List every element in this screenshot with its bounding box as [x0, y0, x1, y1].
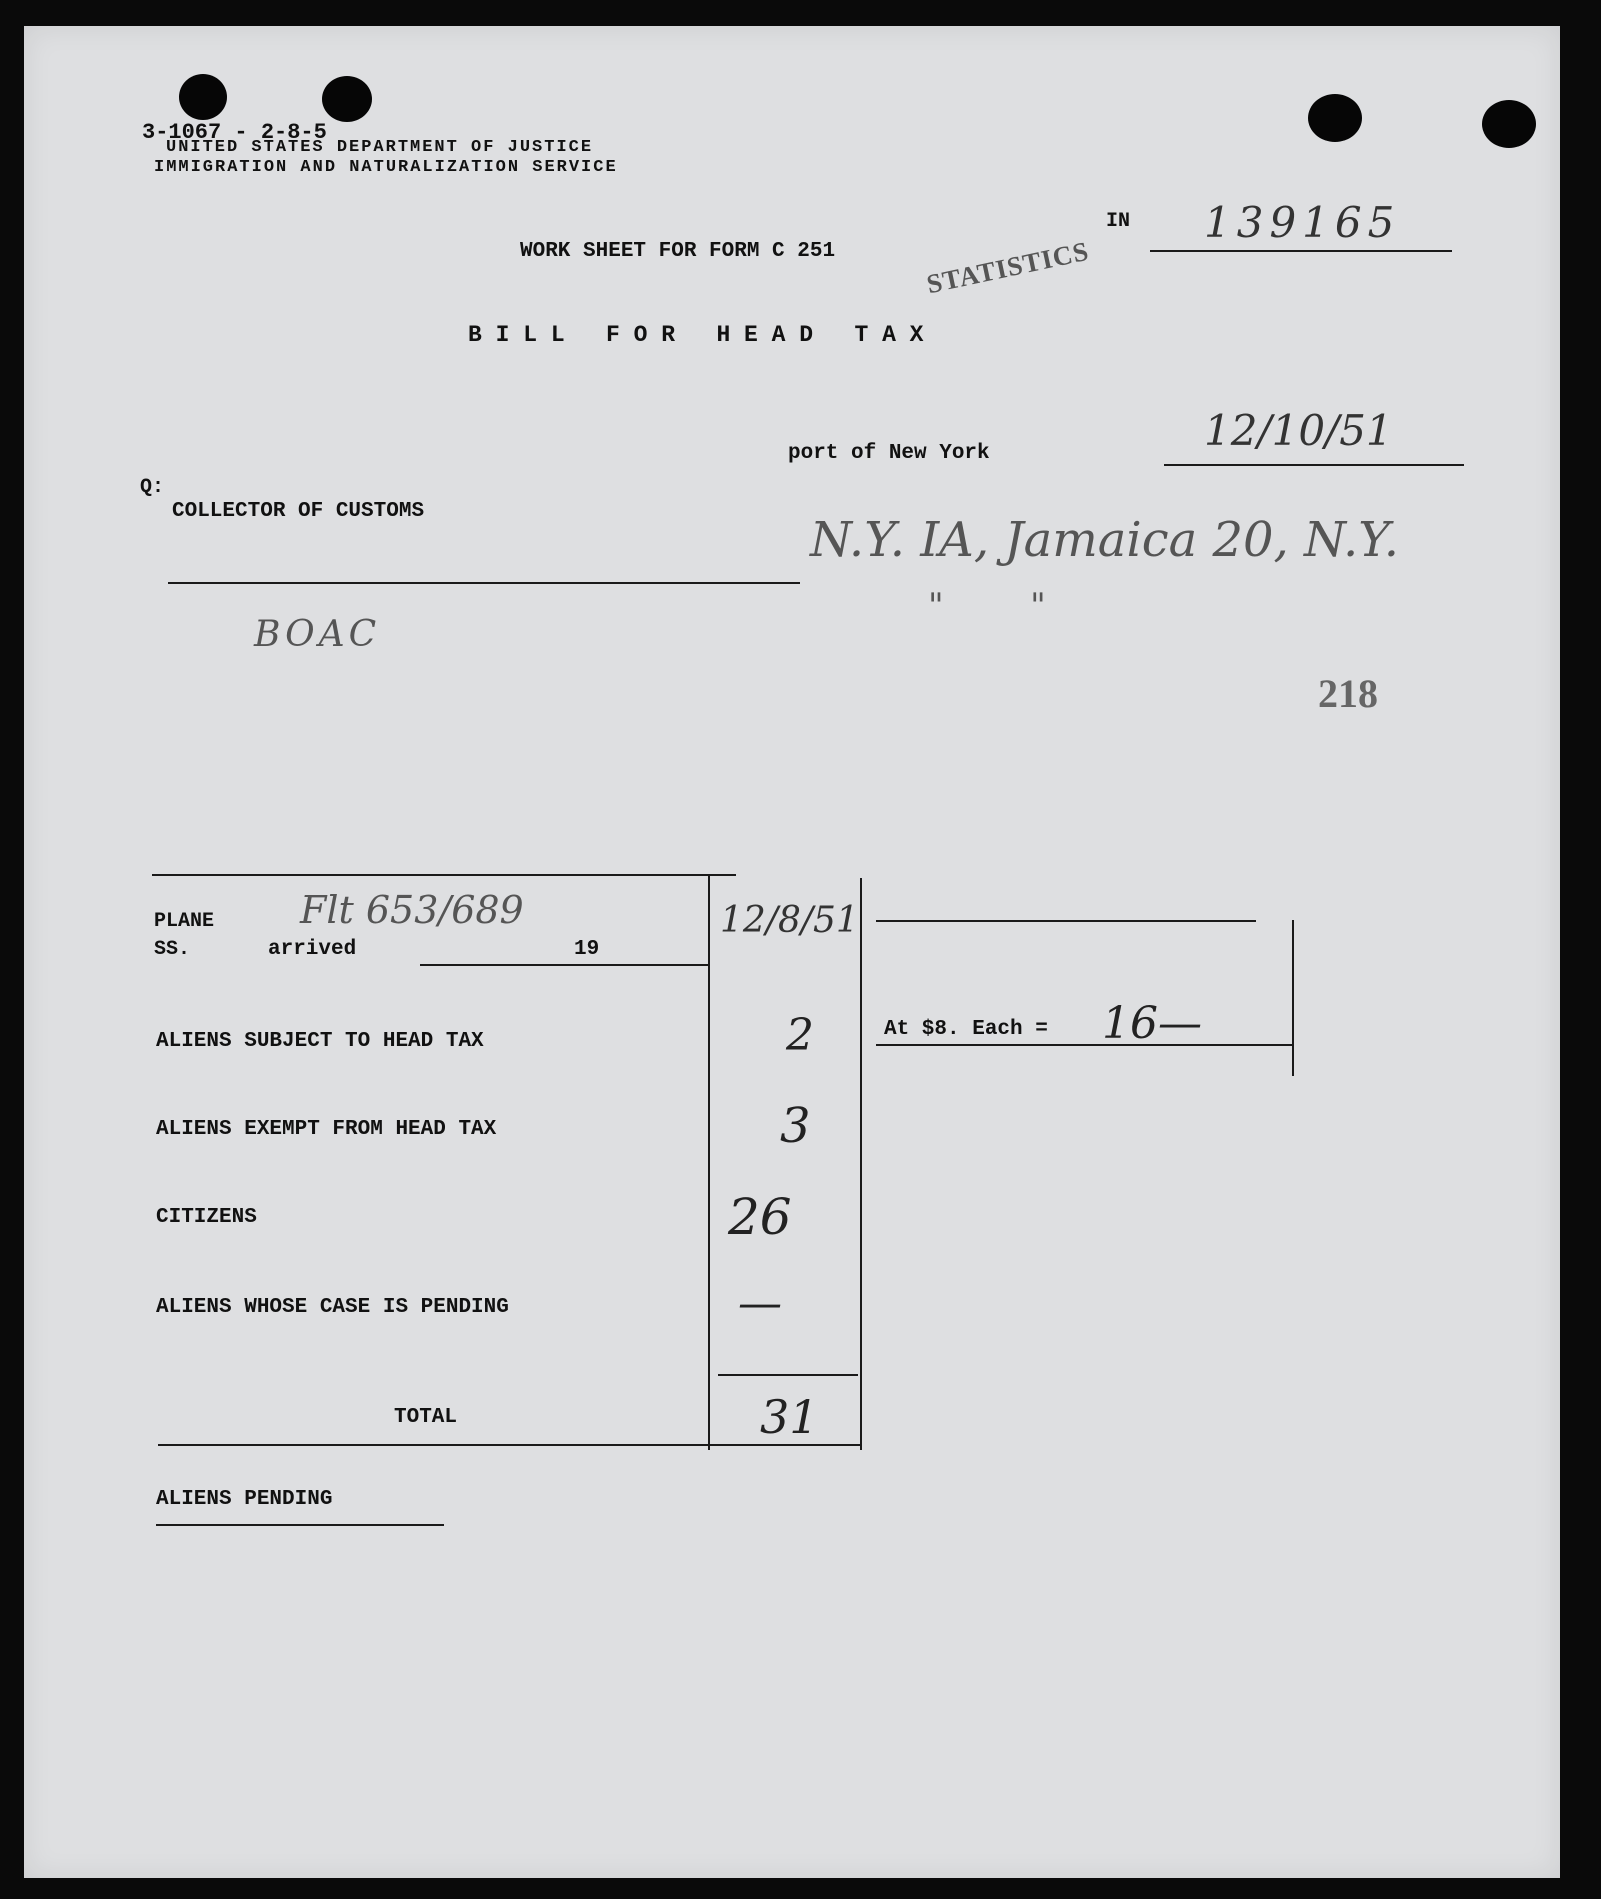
fee-box-bottom — [876, 1044, 1294, 1046]
aliens-pending-underline — [156, 1524, 444, 1526]
total-value: 31 — [760, 1390, 819, 1444]
collector-underline — [168, 582, 800, 584]
fee-amount: 16— — [1102, 998, 1202, 1049]
row-value-pending: — — [738, 1278, 782, 1329]
punch-hole — [322, 76, 372, 122]
to-label: Q: — [140, 476, 165, 499]
total-rule — [718, 1374, 858, 1376]
service-line: IMMIGRATION AND NATURALIZATION SERVICE — [154, 158, 618, 177]
statistics-stamp: STATISTICS — [924, 235, 1092, 300]
carrier-handwritten: BOAC — [254, 614, 381, 655]
row-label-subject: ALIENS SUBJECT TO HEAD TAX — [156, 1030, 484, 1053]
arrived-underline — [420, 964, 710, 966]
year-prefix: 19 — [570, 938, 603, 961]
arrival-date: 12/8/51 — [720, 900, 859, 941]
document-number: 218 — [1318, 671, 1378, 716]
table-top-rule — [152, 874, 736, 876]
punch-hole — [1482, 100, 1536, 148]
row-value-exempt: 3 — [780, 1098, 811, 1154]
location-handwritten: N.Y. IA, Jamaica 20, N.Y. — [810, 512, 1399, 568]
ss-label: SS. — [154, 938, 191, 961]
row-value-citizens: 26 — [728, 1188, 792, 1246]
fee-label: At $8. Each = — [884, 1018, 1048, 1041]
plane-value: Flt 653/689 — [300, 888, 524, 932]
in-number: 139165 — [1204, 198, 1401, 247]
document-page — [24, 26, 1560, 1878]
worksheet-title: WORK SHEET FOR FORM C 251 — [520, 240, 836, 263]
row-label-citizens: CITIZENS — [156, 1206, 257, 1229]
collector-label: COLLECTOR OF CUSTOMS — [172, 500, 425, 523]
port-date: 12/10/51 — [1204, 406, 1393, 455]
total-label: TOTAL — [394, 1406, 458, 1429]
aliens-pending-label: ALIENS PENDING — [156, 1488, 333, 1511]
ditto-marks: " " — [928, 586, 1046, 626]
fee-box-right — [1292, 920, 1294, 1076]
punch-hole — [179, 74, 227, 120]
port-date-underline — [1164, 464, 1464, 466]
row-label-pending: ALIENS WHOSE CASE IS PENDING — [156, 1296, 509, 1319]
fee-box-top — [876, 920, 1256, 922]
row-value-subject: 2 — [786, 1010, 814, 1061]
table-col-right — [860, 878, 862, 1450]
in-label: IN — [1106, 210, 1131, 233]
bill-title: B I L L F O R H E A D T A X — [468, 322, 924, 348]
form-code: 3-1067 - 2-8-5 — [142, 120, 327, 145]
row-label-exempt: ALIENS EXEMPT FROM HEAD TAX — [156, 1118, 497, 1141]
port-label: port of New York — [788, 442, 990, 465]
table-col-left — [708, 874, 710, 1450]
punch-hole — [1308, 94, 1362, 142]
plane-label: PLANE — [154, 910, 215, 933]
arrived-label: arrived — [268, 938, 357, 961]
department-line: UNITED STATES DEPARTMENT OF JUSTICE — [166, 138, 594, 157]
in-number-underline — [1150, 250, 1452, 252]
table-bottom-rule — [158, 1444, 862, 1446]
